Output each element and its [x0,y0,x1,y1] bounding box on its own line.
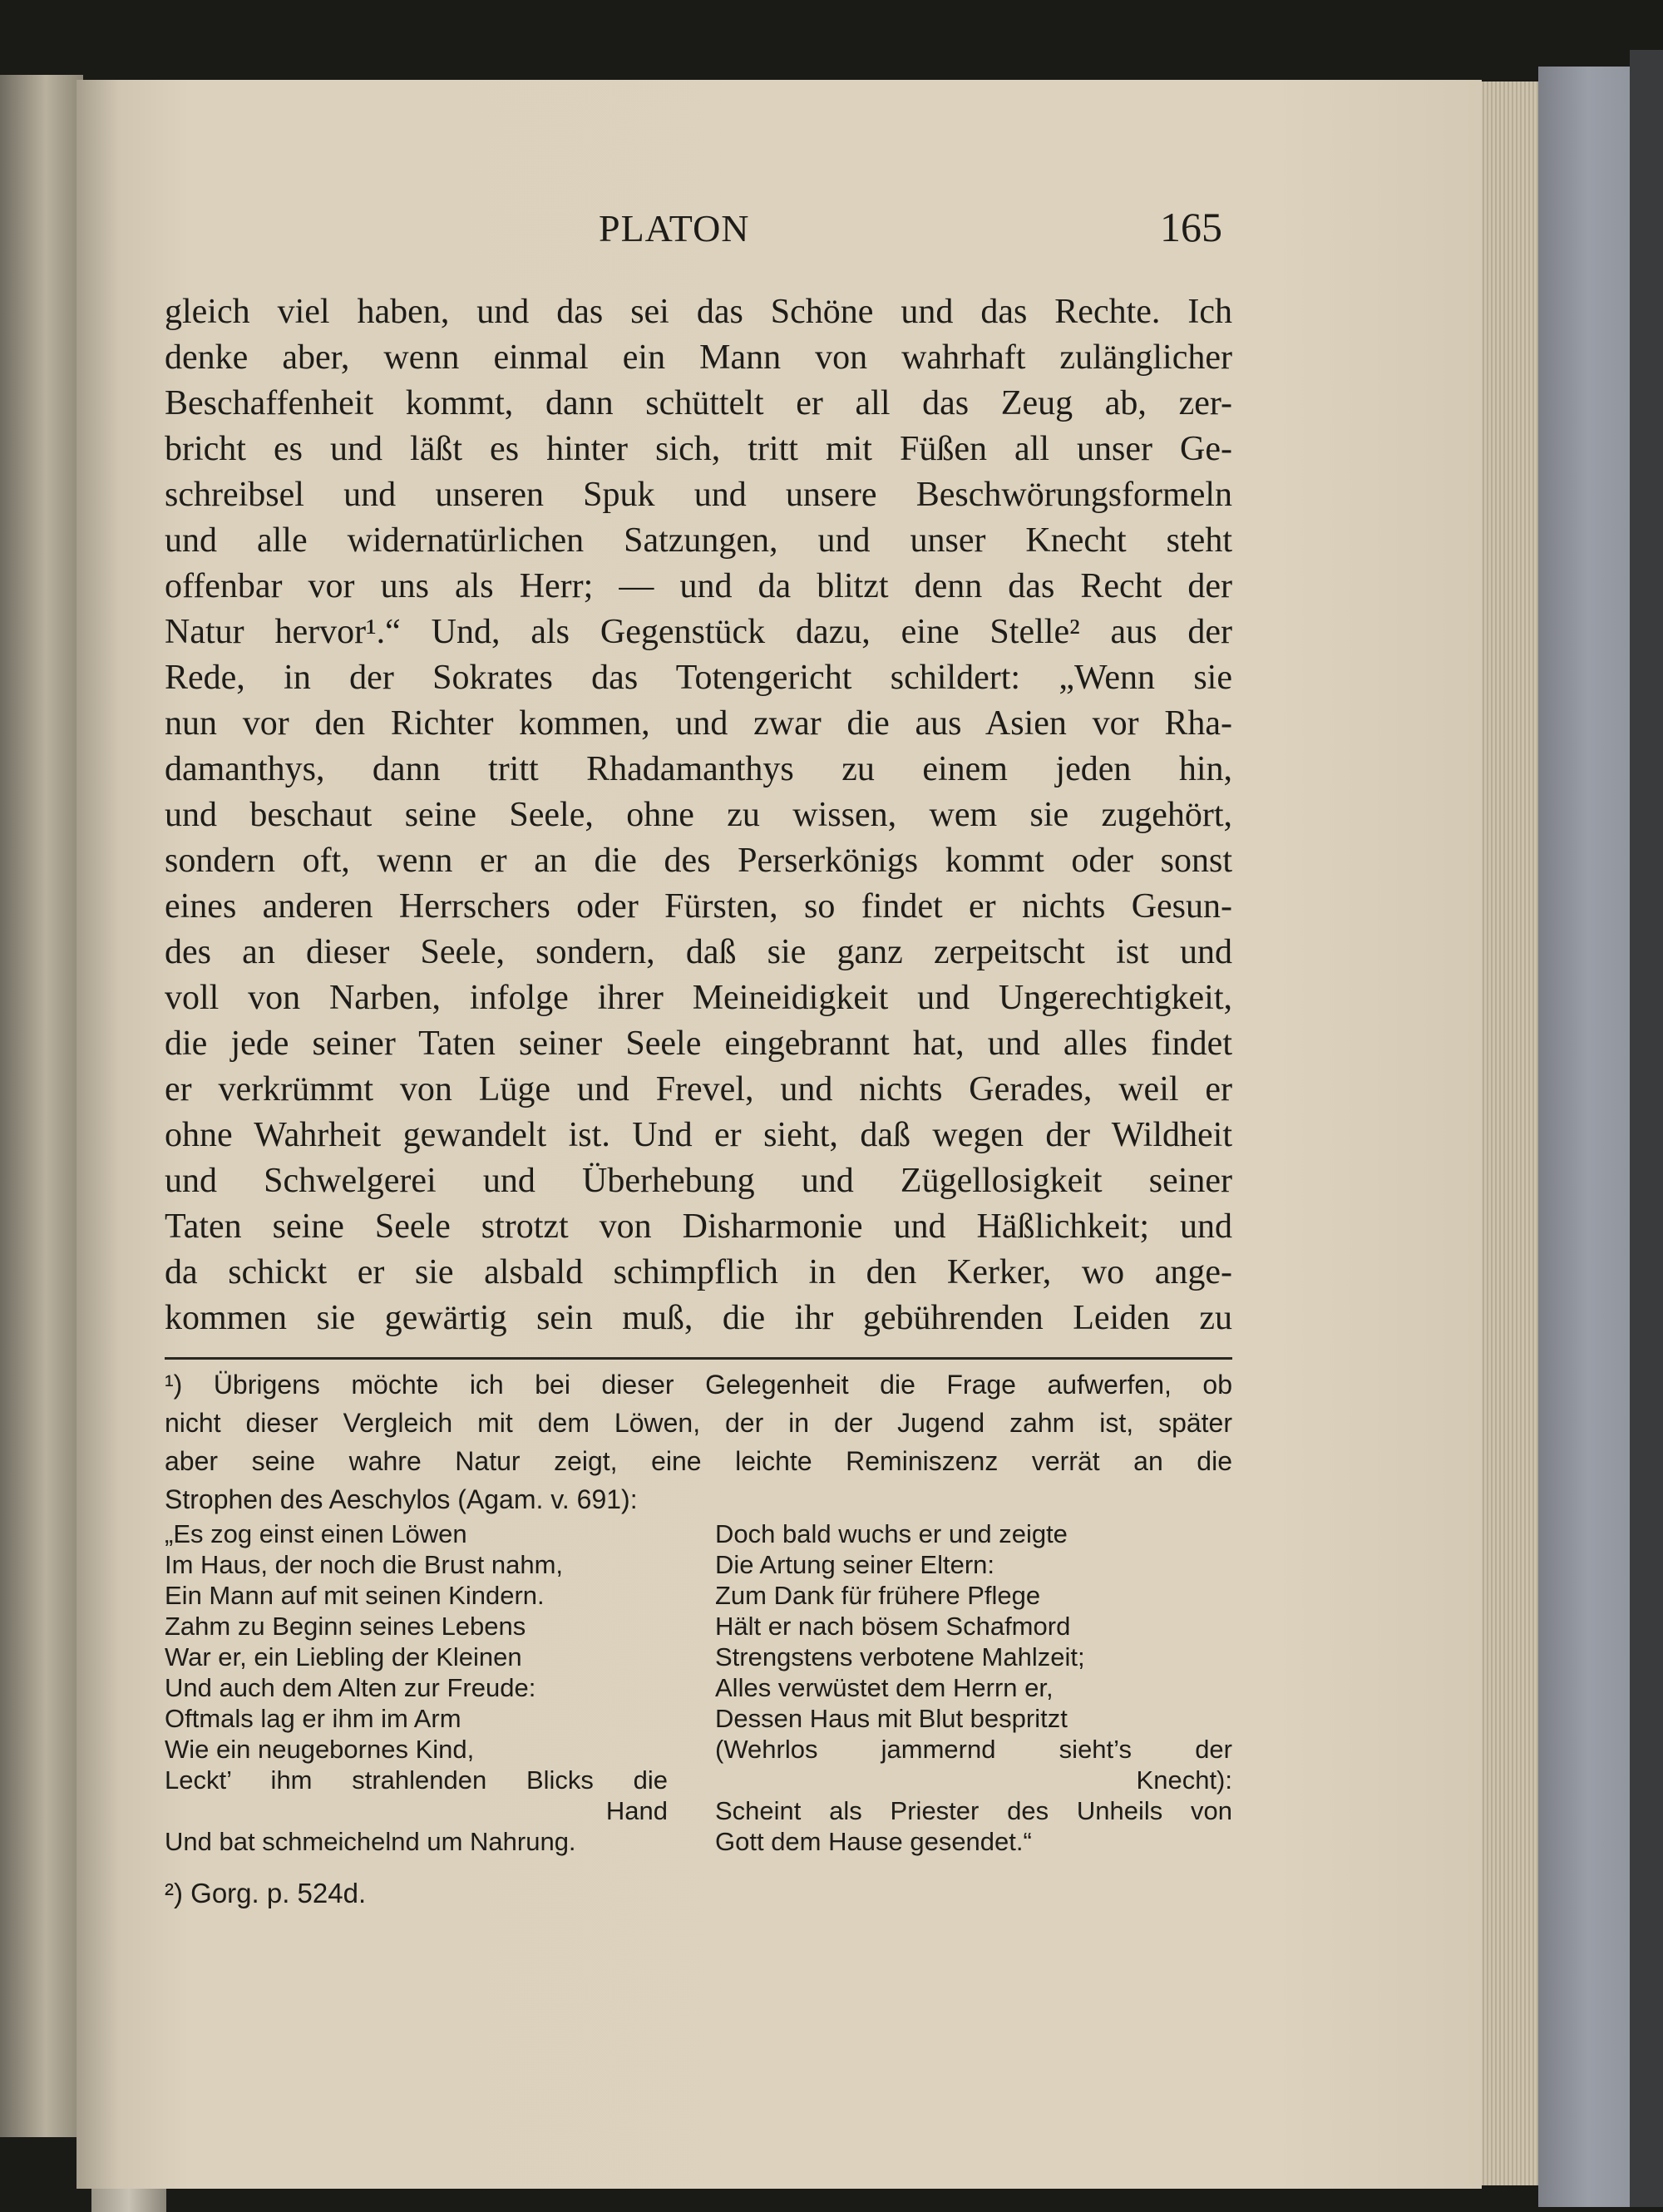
text-line: ohne Wahrheit gewandelt ist. Und er sieht, daß wegen der Wildheit [165,1116,1232,1154]
verse-line: Und auch dem Alten zur Freude: [165,1673,536,1702]
verse-line: Leckt’ ihm strahlenden Blicks die [165,1765,668,1795]
text-line: bricht es und läßt es hinter sich, tritt mit Füßen all unser Ge- [165,430,1232,468]
text-line: da schickt er sie alsbald schimpflich in den Kerker, wo ange- [165,1253,1232,1291]
text-line: Taten seine Seele strotzt von Disharmonie und Häßlichkeit; und [165,1207,1232,1246]
verse-line: Alles verwüstet dem Herrn er, [715,1673,1054,1702]
verse-line: Ein Mann auf mit seinen Kindern. [165,1581,545,1610]
text-line: Natur hervor¹.“ Und, als Gegenstück dazu, eine Stelle² aus der [165,613,1232,651]
verse-line: Zum Dank für frühere Pflege [715,1581,1041,1610]
text-line: damanthys, dann tritt Rhadamanthys zu einem jeden hin, [165,750,1232,788]
verse-line: Dessen Haus mit Blut bespritzt [715,1704,1068,1733]
page-edges [1472,81,1538,2185]
verse-line: Knecht): [1136,1765,1232,1795]
verse-line: Oftmals lag er ihm im Arm [165,1704,461,1733]
text-line: und beschaut seine Seele, ohne zu wissen, wem sie zugehört, [165,796,1232,834]
running-head: PLATON [599,207,750,249]
text-line: schreibsel und unseren Spuk und unsere Beschwörungsformeln [165,476,1232,514]
footnote-line: aber seine wahre Natur zeigt, eine leichte Reminiszenz verrät an die [165,1446,1232,1476]
verse-line: Doch bald wuchs er und zeigte [715,1519,1068,1548]
text-line: und Schwelgerei und Überhebung und Zügellosigkeit seiner [165,1162,1232,1200]
text-line: denke aber, wenn einmal ein Mann von wahrhaft zulänglicher [165,338,1232,377]
verse-line: War er, ein Liebling der Kleinen [165,1642,522,1671]
footnote-2: ²) Gorg. p. 524d. [165,1878,367,1908]
footnote-rule [165,1357,1232,1360]
text-line: gleich viel haben, und das sei das Schöne und das Rechte. Ich [165,293,1232,331]
verse-line: Und bat schmeichelnd um Nahrung. [165,1827,576,1856]
verse-line: Die Artung seiner Eltern: [715,1550,995,1579]
page-number: 165 [1160,204,1222,250]
verse-line: Wie ein neugebornes Kind, [165,1735,475,1764]
text-line: sondern oft, wenn er an die des Perserkönigs kommt oder sonst [165,842,1232,880]
text-line: Rede, in der Sokrates das Totengericht schildert: „Wenn sie [165,659,1232,697]
verse-line: Strengstens verbotene Mahlzeit; [715,1642,1085,1671]
text-line: offenbar vor uns als Herr; — und da blitzt denn das Recht der [165,567,1232,605]
cover-shadow [1630,50,1663,2207]
footnote-line: Strophen des Aeschylos (Agam. v. 691): [165,1484,638,1514]
verse-line: Im Haus, der noch die Brust nahm, [165,1550,564,1579]
verse-line: „Es zog einst einen Löwen [165,1519,467,1548]
text-line: und alle widernatürlichen Satzungen, und unser Knecht steht [165,521,1232,560]
footnote-line: nicht dieser Vergleich mit dem Löwen, der in der Jugend zahm ist, später [165,1408,1232,1438]
text-line: des an dieser Seele, sondern, daß sie ganz zerpeitscht ist und [165,933,1232,971]
text-line: voll von Narben, infolge ihrer Meineidigkeit und Ungerechtigkeit, [165,979,1232,1017]
text-line: er verkrümmt von Lüge und Frevel, und nichts Gerades, weil er [165,1070,1232,1108]
facing-page [0,75,83,2137]
text-line: kommen sie gewärtig sein muß, die ihr gebührenden Leiden zu [165,1299,1232,1337]
footnote-line: ¹) Übrigens möchte ich bei dieser Gelegenheit die Frage aufwerfen, ob [165,1370,1232,1400]
text-line: nun vor den Richter kommen, und zwar die aus Asien vor Rha- [165,704,1232,743]
verse-line: Zahm zu Beginn seines Lebens [165,1612,526,1641]
verse-line: Hält er nach bösem Schafmord [715,1612,1071,1641]
text-line: Beschaffenheit kommt, dann schüttelt er all das Zeug ab, zer- [165,384,1232,422]
text-line: eines anderen Herrschers oder Fürsten, so findet er nichts Gesun- [165,887,1232,926]
verse-line: Gott dem Hause gesendet.“ [715,1827,1032,1856]
verse-line: (Wehrlos jammernd sieht’s der [715,1735,1232,1764]
verse-line: Hand [605,1796,668,1825]
text-line: die jede seiner Taten seiner Seele eingebrannt hat, und alles findet [165,1025,1232,1063]
verse-line: Scheint als Priester des Unheils von [715,1796,1232,1825]
